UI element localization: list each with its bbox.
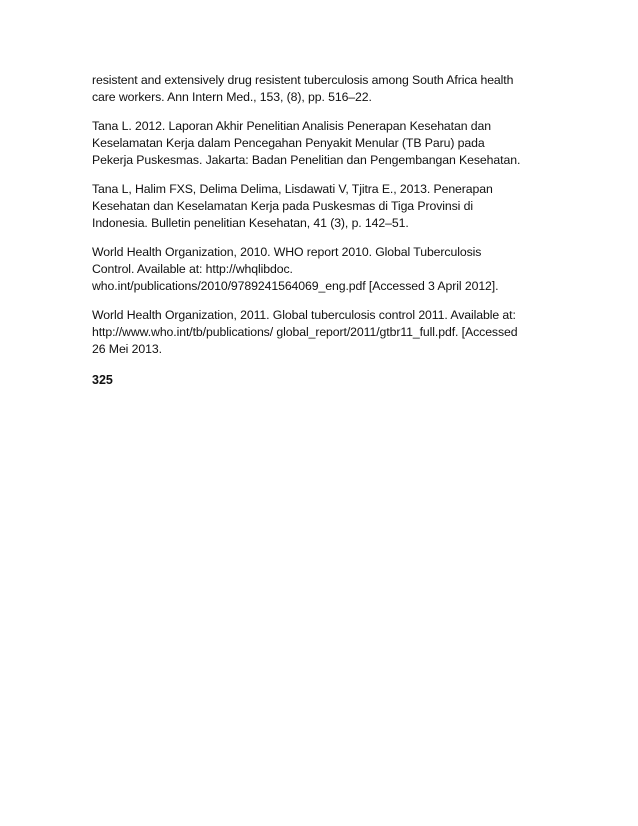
reference-line: 26 Mei 2013. bbox=[92, 342, 162, 356]
reference-line: World Health Organization, 2011. Global tuberculosis control 2011. Available at: bbox=[92, 308, 516, 322]
reference-line: Tana L. 2012. Laporan Akhir Penelitian Analisis Penerapan Kesehatan dan bbox=[92, 119, 491, 133]
reference-line: care workers. Ann Intern Med., 153, (8), pp. 516–22. bbox=[92, 90, 372, 104]
reference-line: Keselamatan Kerja dalam Pencegahan Penyakit Menular (TB Paru) pada bbox=[92, 136, 485, 150]
reference-line: Pekerja Puskesmas. Jakarta: Badan Penelitian dan Pengembangan Kesehatan. bbox=[92, 153, 521, 167]
reference-entry bbox=[92, 118, 550, 169]
reference-line: who.int/publications/2010/9789241564069_eng.pdf [Accessed 3 April 2012]. bbox=[92, 279, 499, 293]
reference-line: resistent and extensively drug resistent tuberculosis among South Africa health bbox=[92, 73, 514, 87]
reference-entry bbox=[92, 72, 550, 106]
reference-line: World Health Organization, 2010. WHO report 2010. Global Tuberculosis bbox=[92, 245, 482, 259]
reference-entry bbox=[92, 181, 550, 232]
reference-line: Kesehatan dan Keselamatan Kerja pada Puskesmas di Tiga Provinsi di bbox=[92, 199, 473, 213]
reference-entry bbox=[92, 307, 550, 358]
document-page bbox=[92, 72, 550, 389]
reference-line: Control. Available at: http://whqlibdoc. bbox=[92, 262, 293, 276]
page-number: 325 bbox=[92, 373, 113, 387]
reference-line: Tana L, Halim FXS, Delima Delima, Lisdawati V, Tjitra E., 2013. Penerapan bbox=[92, 182, 493, 196]
reference-entry bbox=[92, 244, 550, 295]
reference-line: Indonesia. Bulletin penelitian Kesehatan, 41 (3), p. 142–51. bbox=[92, 216, 409, 230]
reference-line: http://www.who.int/tb/publications/ global_report/2011/gtbr11_full.pdf. [Accessed bbox=[92, 325, 518, 339]
